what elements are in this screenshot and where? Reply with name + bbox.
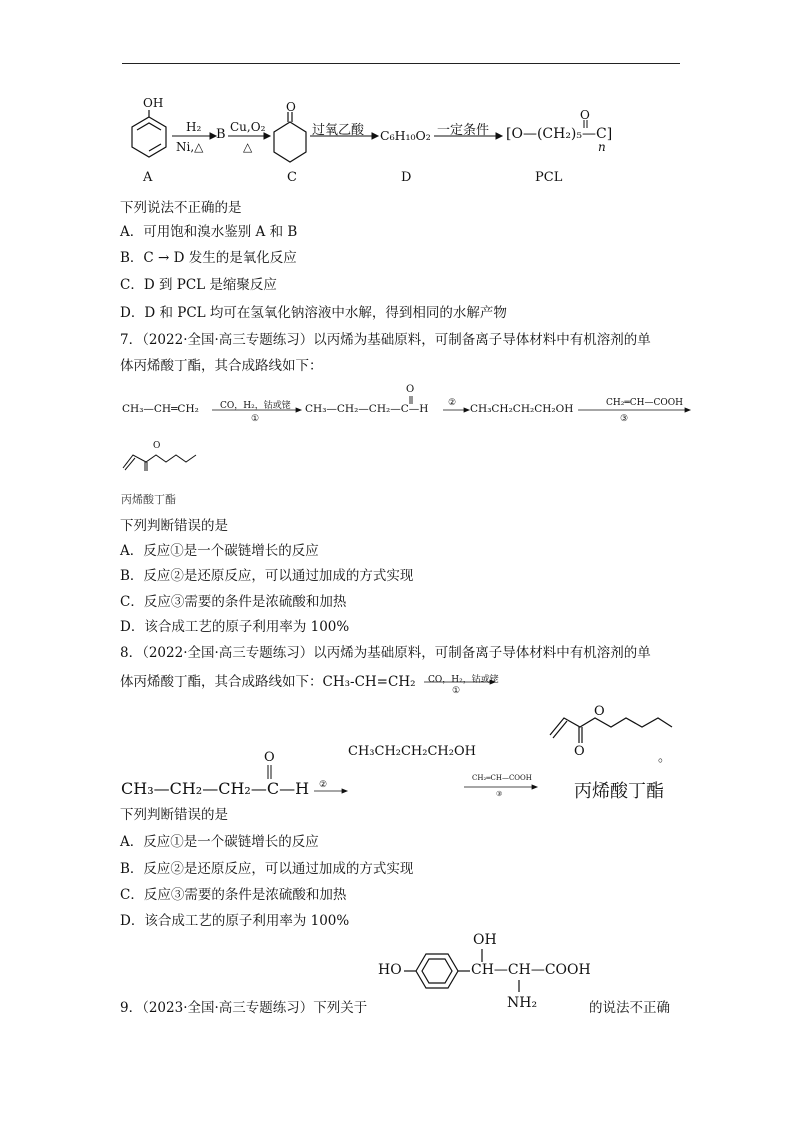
pcl-carbonyl-oxygen: O xyxy=(580,108,590,122)
q8-stem-line2: 体丙烯酸丁酯，其合成路线如下：CH₃-CH=CH₂ xyxy=(120,674,416,690)
q7-butanol: CH₃CH₂CH₂CH₂OH xyxy=(470,403,574,415)
q8-option-d: D．该合成工艺的原子利用率为 100% xyxy=(120,913,350,929)
q7-aldehyde-oxygen: O xyxy=(406,384,415,395)
q8-product-label: 丙烯酸丁酯 xyxy=(574,781,664,802)
q8-option-c: C．反应③需要的条件是浓硫酸和加热 xyxy=(120,887,347,903)
step1-reagent: H₂ xyxy=(186,120,202,134)
q8-ester-oxygen: O xyxy=(594,704,605,719)
q8-aldehyde-oxygen: O xyxy=(264,750,275,765)
step2-condition: △ xyxy=(243,140,253,154)
q7-option-d: D．该合成工艺的原子利用率为 100% xyxy=(120,619,350,635)
step2-reagent: Cu,O₂ xyxy=(230,120,266,134)
q8-option-b: B．反应②是还原反应，可以通过加成的方式实现 xyxy=(120,861,414,877)
compound-b: B xyxy=(216,127,226,142)
q7-stem-line2: 体丙烯酸丁酯，其合成路线如下： xyxy=(120,358,323,374)
label-a: A xyxy=(143,170,153,185)
q8-step3-reagent: CH₂═CH—COOH xyxy=(472,774,532,782)
label-c: C xyxy=(287,170,297,185)
q6-option-a: A．可用饱和溴水鉴别 A 和 B xyxy=(120,224,298,240)
q8-carbonyl-oxygen: O xyxy=(574,744,585,759)
q9-ho: HO xyxy=(378,962,402,978)
q7-option-a: A．反应①是一个碳链增长的反应 xyxy=(120,543,319,559)
q8-period: 。 xyxy=(658,750,672,765)
q7-step3-label: ③ xyxy=(620,414,629,424)
q7-step1-label: ① xyxy=(251,414,260,424)
q7-step2-label: ② xyxy=(448,398,457,408)
q7-step1-reagents: CO，H₂，钴或铑 xyxy=(220,401,291,411)
pcl-n: n xyxy=(598,140,606,154)
q7-aldehyde: CH₃—CH₂—CH₂—C—H xyxy=(305,403,429,415)
step3-reagent: 过氧乙酸 xyxy=(312,123,365,138)
q7-question: 下列判断错误的是 xyxy=(120,518,228,534)
q9-stem-end: 的说法不正确 xyxy=(589,1000,670,1016)
q9-nh2: NH₂ xyxy=(507,995,538,1011)
q6-option-c: C．D 到 PCL 是缩聚反应 xyxy=(120,277,277,293)
q9-chain: CH—CH—COOH xyxy=(471,962,591,978)
pcl-formula: [O—(CH₂)₅—C] xyxy=(506,126,613,142)
q7-option-b: B．反应②是还原反应，可以通过加成的方式实现 xyxy=(120,568,414,584)
q7-ester-oxygen: O xyxy=(153,441,161,451)
q6-stem: 下列说法不正确的是 xyxy=(120,200,242,216)
q7-propene: CH₃—CH═CH₂ xyxy=(122,403,199,415)
q8-step2-label: ② xyxy=(319,780,328,790)
compound-d-formula: C₆H₁₀O₂ xyxy=(380,128,431,143)
q8-step1-reagents: CO，H₂，钴或铑 xyxy=(428,675,499,685)
q7-option-c: C．反应③需要的条件是浓硫酸和加热 xyxy=(120,594,347,610)
q7-stem-line1: 7．（2022·全国·高三专题练习）以丙烯为基础原料，可制备离子导体材料中有机溶剂的单 xyxy=(120,332,651,348)
q8-question: 下列判断错误的是 xyxy=(120,807,228,823)
phenol-oh: OH xyxy=(143,96,164,110)
q9-stem-start: 9．（2023·全国·高三专题练习）下列关于 xyxy=(120,1000,368,1016)
label-pcl: PCL xyxy=(535,170,563,185)
q8-stem-line1: 8．（2022·全国·高三专题练习）以丙烯为基础原料，可制备离子导体材料中有机溶剂的单 xyxy=(120,645,651,661)
q8-step3-label: ③ xyxy=(496,790,503,798)
step1-condition: Ni,△ xyxy=(176,140,204,154)
q6-option-b: B．C → D 发生的是氧化反应 xyxy=(120,250,297,266)
step4-condition: 一定条件 xyxy=(437,123,490,138)
q9-oh: OH xyxy=(473,932,497,948)
ketone-oxygen: O xyxy=(286,100,296,114)
q8-step1-label: ① xyxy=(452,686,461,696)
q8-option-a: A．反应①是一个碳链增长的反应 xyxy=(120,834,319,850)
q8-butanol: CH₃CH₂CH₂CH₂OH xyxy=(348,744,476,759)
q6-option-d: D．D 和 PCL 均可在氢氧化钠溶液中水解，得到相同的水解产物 xyxy=(120,305,507,321)
label-d: D xyxy=(401,170,412,185)
q8-aldehyde: CH₃—CH₂—CH₂—C—H xyxy=(121,779,310,798)
q7-product-label: 丙烯酸丁酯 xyxy=(121,493,176,506)
q7-step3-reagent: CH₂═CH—COOH xyxy=(606,398,683,408)
